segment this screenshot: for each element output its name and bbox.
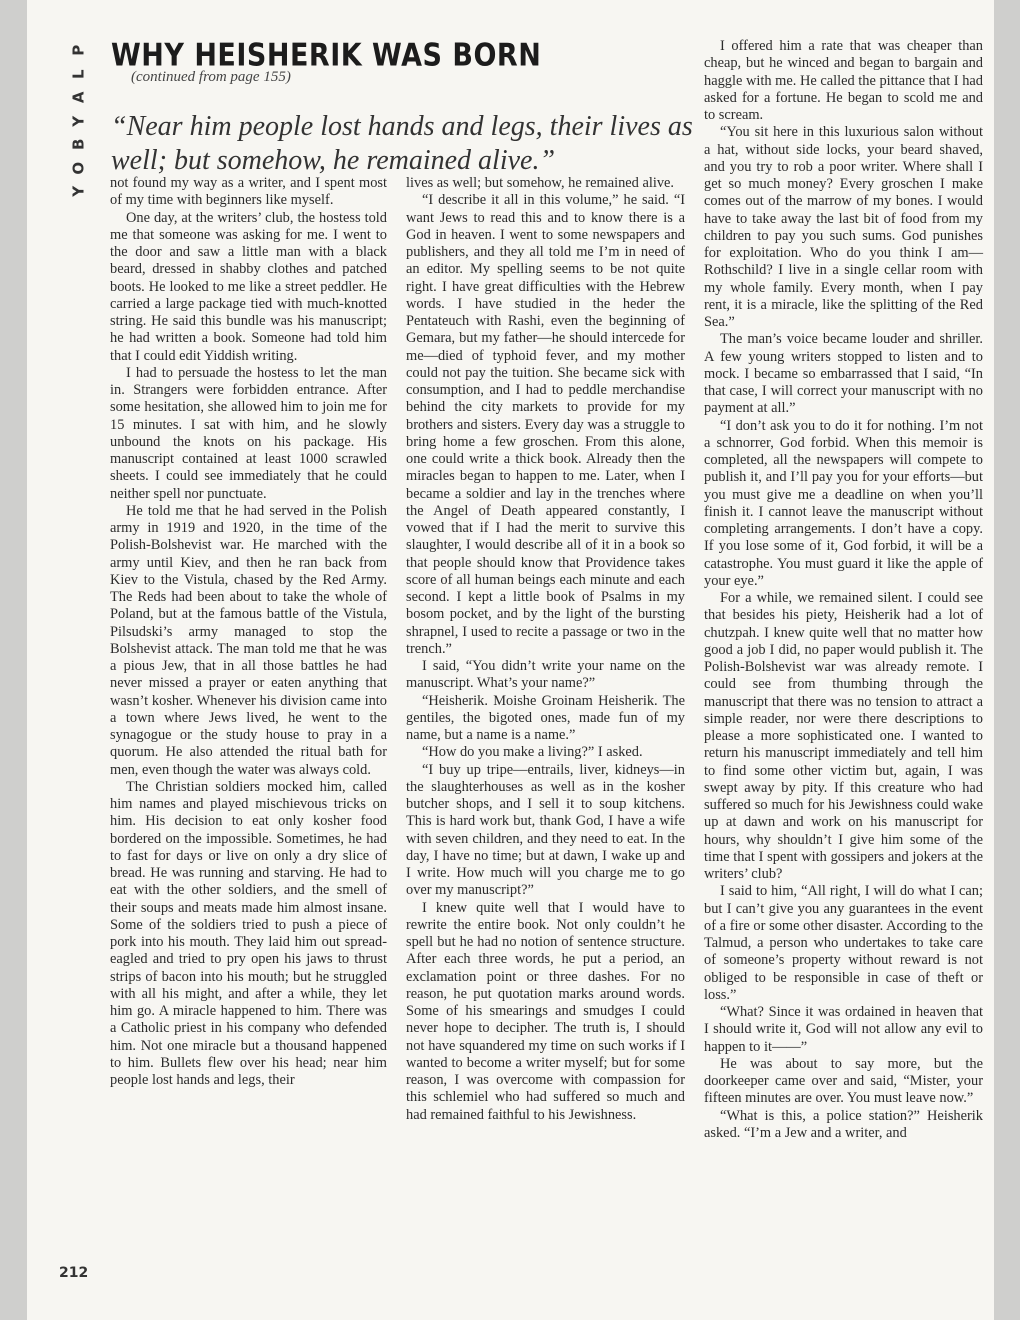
paragraph: “You sit here in this luxurious salon without a hat, without side locks, your beard shaved, and you try to rob a poor writer. Where shall I get so much money? Every groschen I make comes out of the marrow of my bones. I would have to take away the last bit of food from my children to pay you such sums. God punishes for exploitation. Who do you think I am—Rothschild? I live in a single cellar room with my whole family. Every month, when I pay rent, it is a miracle, like the splitting of the Red Sea.” [704,124,983,330]
paragraph: I offered him a rate that was cheaper than cheap, but he winced and began to bargain and haggle with me. He called the pittance that I had asked for a fortune. He began to scold me and to scream. [704,38,983,123]
masthead-letter: P [69,43,88,56]
paragraph: “What? Since it was ordained in heaven that I should write it, God will not allow any evil to happen to it——” [704,1004,983,1055]
paragraph: For a while, we remained silent. I could see that besides his piety, Heisherik had a lot of chutzpah. I knew quite well that no matter how good a job I did, no paper would publish it. The Polish-Bolshevist war was already remote. I could see from thumbing through the manuscript that there was no tension to attract a simple reader, nor were there descriptions to please a more sophisticated one. I wanted to return his manuscript immediately and tell him to find some other victim but, again, I was swept away by pity. If this creature who had suffered so much for his Jewishness could wake up at dawn and work on his manuscript for hours, why shouldn’t I give him some of the time that I spent with gossipers and jokers at the writers’ club? [704,590,983,882]
text-column-3 [704,38,983,1142]
paragraph: “I buy up tripe—entrails, liver, kidneys—in the slaughterhouses as well as in the kosher butcher shops, and I sell it to soup kitchens. This is hard work but, thank God, I have a wife with seven children, and they need to eat. In the day, I have no time; but at dawn, I wake up and I write. How much will you charge me to go over my manuscript?” [406,761,685,899]
paragraph: “I don’t ask you to do it for nothing. I’m not a schnorrer, God forbid. When this memoir is completed, all the newspapers will compete to publish it, and I’ll pay you for your efforts—but you must give me a deadline on when you’ll finish it. I cannot leave the manuscript without completing arrangements. I don’t have a copy. If you lose some of it, God forbid, it will be a catastrophe. You must guard it like the apple of your eye.” [704,417,983,589]
article-headline: WHY HEISHERIK WAS BORN [111,38,542,74]
masthead-letter: L [69,67,88,79]
masthead-letter: Y [69,114,88,127]
article-header [111,38,696,178]
paragraph: “I describe it all in this volume,” he said. “I want Jews to read this and to know there is a God in heaven. I went to some newspapers and publishers, and they all told me I’m in need of an editor. My spelling seems to be not quite right. I have great difficulties with the Hebrew words. I have studied in the heder the Pentateuch with Rashi, even the beginning of Gemara, but my father—he should intercede for me—died of typhoid fever, and my mother could not pay the tuition. She became sick with consumption, and I had to peddle merchandise behind the city markets to provide for my brothers and sisters. Every day was a struggle to bring home a few groschen. From this alone, one could write a thick book. Already then the miracles began to happen to me. Later, when I became a soldier and lay in the trenches where the Angel of Death appeared constantly, I vowed that if I had the merit to survive this slaughter, I would describe all of it in a book so that people should know that Providence takes score of all human beings each minute and each second. I kept a little book of Psalms in my bosom pocket, and by the light of the bursting shrapnel, I used to recite a passage or two in the trench.” [406,192,685,657]
paragraph: “How do you make a living?” I asked. [422,744,643,761]
text-column-1 [110,175,387,1089]
masthead [69,38,89,203]
paragraph: “What is this, a police station?” Heisherik asked. “I’m a Jew and a writer, and [704,1107,983,1141]
paragraph: One day, at the writers’ club, the hostess told me that someone was asking for me. I went to the door and saw a little man with a black beard, dressed in shabby clothes and patched boots. He looked to me like a street peddler. He carried a large package tied with much-knotted string. He said this bundle was his manuscript; he had written a book. Someone had told him that I could edit Yiddish writing. [110,209,387,364]
masthead-letter: A [69,90,88,104]
paragraph: The man’s voice became louder and shriller. A few young writers stopped to listen and to mock. I became so embarrassed that I said, “In that case, I will correct your manuscript with no payment at all.” [704,331,983,417]
magazine-page [27,0,994,1320]
text-column-2 [406,175,685,1124]
paragraph: I knew quite well that I would have to rewrite the entire book. Not only couldn’t he spell but he had no notion of sentence structure. After each three words, he put a period, an exclamation point or three dashes. For no reason, he put quotation marks around words. Some of his smearings and smudges I could never hope to decipher. The truth is, I should not have squandered my time on such works if I wanted to become a writer myself; but for some reason, I was overcome with compassion for this schlemiel who had suffered so much and had remained faithful to his Jewishness. [406,899,685,1123]
masthead-letter: B [69,137,88,150]
paragraph: lives as well; but somehow, he remained alive. [406,175,675,191]
paragraph: I had to persuade the hostess to let the man in. Strangers were forbidden entrance. After some hesitation, she allowed him to join me for 15 minutes. I sat with him, and he slowly unbound the knots on his package. His manuscript contained at least 1000 scrawled sheets. I could see immediately that he could neither spell nor punctuate. [110,364,387,502]
paragraph: He told me that he had served in the Polish army in 1919 and 1920, in the time of the Polish-Bolshevist war. He marched with the army until Kiev, and then he ran back from Kiev to the Vistula, chased by the Red Army. The Reds had been about to take the whole of Poland, but at the famous battle of the Vistula, Pilsudski’s army managed to stop the Bolshevist attack. The man told me that he was a pious Jew, that in all those battles he had never missed a prayer or eaten anything that wasn’t kosher. Whenever his division came into a town where Jews lived, he went to the synagogue or the study house to pray in a quorum. He also attended the ritual bath for men, even though the water was always cold. [110,502,387,778]
paragraph: I said to him, “All right, I will do what I can; but I can’t give you any guarantees in the event of a fire or some other disaster. According to the Talmud, a person who undertakes to take care of someone’s property without reward is not obliged to be responsible in case of theft or loss.” [704,883,983,1003]
continuation-note: (continued from page 155) [131,69,291,85]
paragraph: I said, “You didn’t write your name on the manuscript. What’s your name?” [406,658,685,692]
paragraph: “Heisherik. Moishe Groinam Heisherik. The gentiles, the bigoted ones, made fun of my name, but a name is a name.” [406,692,685,743]
masthead-letter: O [69,160,88,175]
page-number: 212 [59,1265,89,1281]
masthead-letter: Y [69,184,88,197]
paragraph: The Christian soldiers mocked him, called him names and played mischievous tricks on him. His decision to eat only kosher food bordered on the impossible. Sometimes, he had to fast for days or live on only a dry slice of bread. He was running and starving. He had to eat with the other soldiers, and the smell of their soups and meats made him almost insane. Some of the soldiers tried to push a piece of pork into his mouth. They laid him out spread-eagled and tried to pry open his jaws to thrust strips of bacon into his mouth; but he struggled with all his might, and after a while, they let him go. A miracle happened to him. There was a Catholic priest in his company who defended him. Not one miracle but a thousand happened to him. Bullets flew over his head; near him people lost hands and legs, their [110,778,387,1088]
paragraph: He was about to say more, but the doorkeeper came over and said, “Mister, your fifteen minutes are over. You must leave now.” [704,1055,983,1107]
pull-quote: “Near him people lost hands and legs, their lives as well; but somehow, he remained alive.” [111,111,693,176]
paragraph: not found my way as a writer, and I spent most of my time with beginners like myself. [110,175,387,209]
